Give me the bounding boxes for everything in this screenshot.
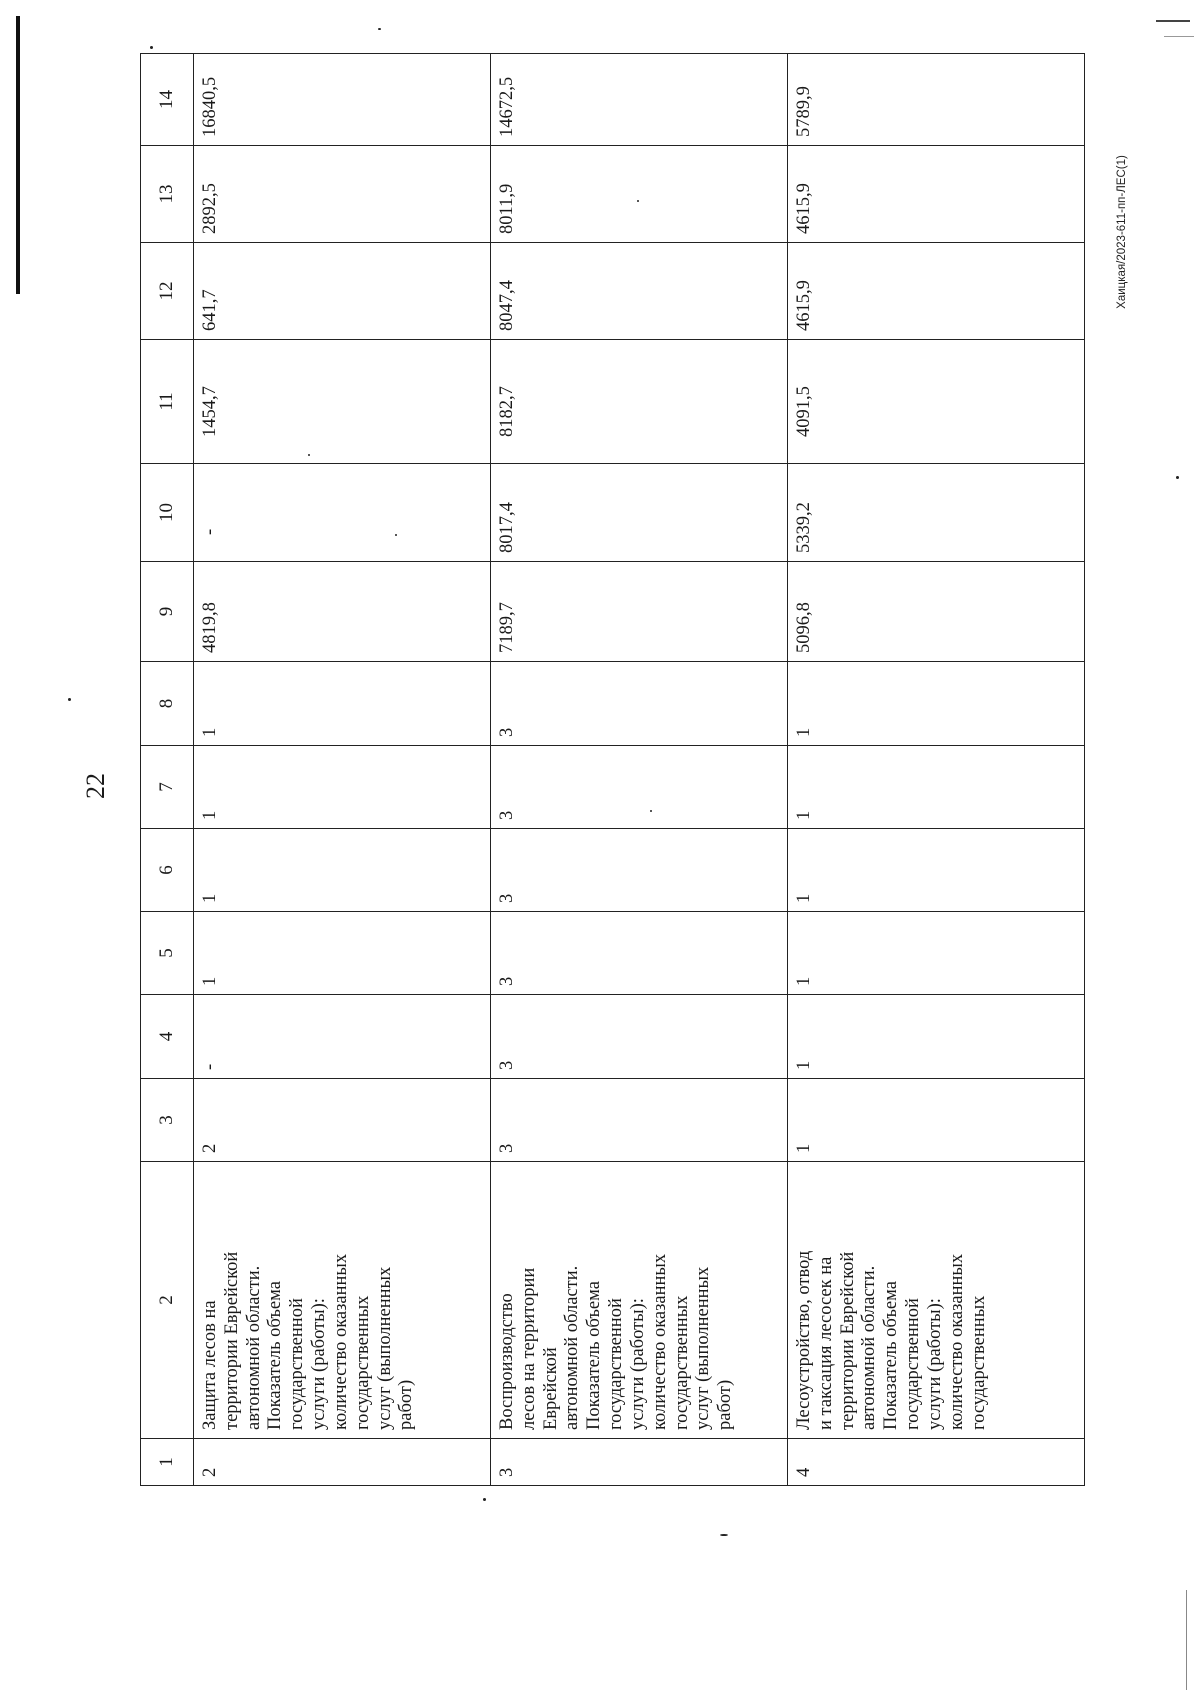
- column-number: 13: [141, 146, 194, 243]
- table-cell: 4615,9: [788, 146, 1085, 243]
- table-cell: 4091,5: [788, 340, 1085, 464]
- table-cell: 5339,2: [788, 464, 1085, 562]
- table-cell: 16840,5: [194, 54, 491, 146]
- table-cell: 3: [491, 746, 788, 829]
- column-number: 11: [141, 340, 194, 464]
- service-description-cell: Лесоустройство, отвод и таксация лесосек на территории Еврейской автономной области. Показатель объема государственной услуги (работы): количество оказанных государственных: [788, 1162, 1085, 1439]
- table-cell: 8047,4: [491, 243, 788, 340]
- table-cell: -: [194, 464, 491, 562]
- table-cell: 1454,7: [194, 340, 491, 464]
- table-cell: 7189,7: [491, 562, 788, 662]
- column-number: 10: [141, 464, 194, 562]
- column-number: 2: [141, 1162, 194, 1439]
- scan-speck: [483, 1498, 486, 1501]
- column-number: 5: [141, 912, 194, 995]
- table-row: [788, 54, 1085, 1486]
- scan-speck: [720, 1534, 728, 1536]
- column-number: 12: [141, 243, 194, 340]
- table-cell: 2: [194, 1079, 491, 1162]
- service-description-cell: Воспроизводство лесов на территории Еврейской автономной области. Показатель объема государственной услуги (работы): количество оказанных государственных услуг (выполненных работ): [491, 1162, 788, 1439]
- table-cell: -: [194, 995, 491, 1079]
- row-index-cell: 4: [788, 1439, 1085, 1486]
- table-header-row: [141, 54, 194, 1486]
- row-index-cell: 3: [491, 1439, 788, 1486]
- scan-speck: [378, 28, 381, 30]
- table-cell: 3: [491, 662, 788, 746]
- column-number: 4: [141, 995, 194, 1079]
- table-cell: 3: [491, 829, 788, 912]
- table-cell: 14672,5: [491, 54, 788, 146]
- table-cell: 1: [194, 746, 491, 829]
- table-row: [194, 54, 491, 1486]
- table-cell: 3: [491, 912, 788, 995]
- column-number: 1: [141, 1439, 194, 1486]
- table-cell: 5789,9: [788, 54, 1085, 146]
- column-number: 3: [141, 1079, 194, 1162]
- table-cell: 4615,9: [788, 243, 1085, 340]
- table-cell: 641,7: [194, 243, 491, 340]
- table-cell: 1: [788, 912, 1085, 995]
- data-table: [140, 53, 1085, 1486]
- scan-speck: [68, 698, 71, 701]
- table-cell: 1: [194, 829, 491, 912]
- scan-speck: [150, 46, 153, 49]
- table-cell: 1: [788, 746, 1085, 829]
- table-row: [491, 54, 788, 1486]
- column-number: 6: [141, 829, 194, 912]
- table-cell: 3: [491, 995, 788, 1079]
- document-id-text: Хаицкая/2023-611-пп-ЛЕС(1): [1116, 155, 1128, 309]
- table-cell: 3: [491, 1079, 788, 1162]
- scan-edge-mark: [1156, 20, 1190, 22]
- column-number: 14: [141, 54, 194, 146]
- scan-speck: [1176, 476, 1179, 479]
- table-cell: 2892,5: [194, 146, 491, 243]
- scan-edge-mark: [1164, 36, 1194, 37]
- scan-edge-mark: [1186, 1590, 1187, 1690]
- table-cell: 5096,8: [788, 562, 1085, 662]
- scan-edge-mark: [16, 16, 20, 294]
- table-cell: 1: [194, 912, 491, 995]
- table-cell: 4819,8: [194, 562, 491, 662]
- table-cell: 8017,4: [491, 464, 788, 562]
- service-description-cell: Защита лесов на территории Еврейской автономной области. Показатель объема государственной услуги (работы): количество оказанных государственных услуг (выполненных работ): [194, 1162, 491, 1439]
- page-number-text: 22: [81, 773, 110, 799]
- table-cell: 1: [788, 1079, 1085, 1162]
- data-table-frame: [140, 76, 1062, 1486]
- column-number: 9: [141, 562, 194, 662]
- table-cell: 1: [788, 829, 1085, 912]
- row-index-cell: 2: [194, 1439, 491, 1486]
- table-cell: 1: [788, 995, 1085, 1079]
- table-cell: 1: [788, 662, 1085, 746]
- table-cell: 1: [194, 662, 491, 746]
- column-number: 7: [141, 746, 194, 829]
- table-cell: 8182,7: [491, 340, 788, 464]
- table-cell: 8011,9: [491, 146, 788, 243]
- column-number: 8: [141, 662, 194, 746]
